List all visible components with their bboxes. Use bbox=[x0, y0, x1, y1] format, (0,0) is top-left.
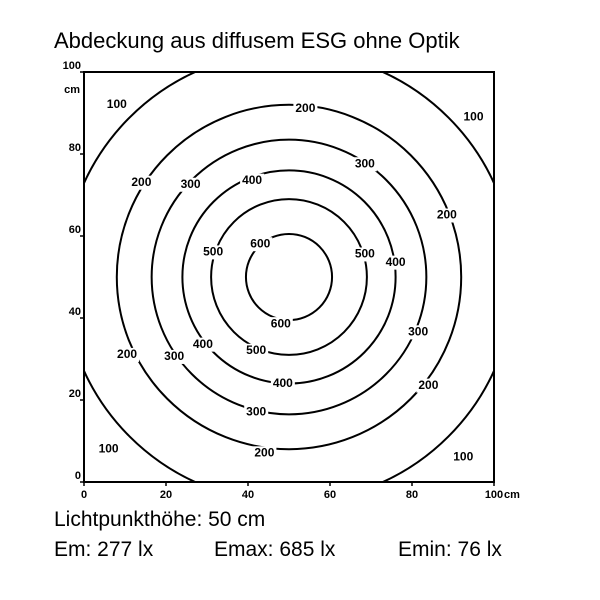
isolux-label-300: 300 bbox=[164, 349, 185, 364]
isolux-label-300: 300 bbox=[246, 404, 267, 419]
isolux-rings bbox=[64, 52, 515, 503]
x-unit-label: cm bbox=[504, 489, 520, 501]
stat-emax: Emax: 685 lx bbox=[214, 538, 336, 561]
isolux-label-400: 400 bbox=[192, 336, 213, 351]
plot-frame bbox=[84, 72, 494, 482]
x-tick-label: 0 bbox=[80, 489, 88, 501]
isolux-label-100: 100 bbox=[98, 441, 119, 456]
isolux-label-400: 400 bbox=[385, 254, 406, 269]
isolux-label-400: 400 bbox=[242, 172, 263, 187]
isolux-label-200: 200 bbox=[436, 207, 457, 222]
isolux-label-500: 500 bbox=[354, 246, 375, 261]
x-tick-label: 80 bbox=[405, 489, 419, 501]
mounting-height: Lichtpunkthöhe: 50 cm bbox=[54, 508, 266, 531]
isolux-label-500: 500 bbox=[246, 342, 267, 357]
x-tick-label: 100 bbox=[484, 489, 504, 501]
isolux-label-400: 400 bbox=[272, 375, 293, 390]
isolux-label-500: 500 bbox=[203, 244, 224, 259]
isolux-label-600: 600 bbox=[270, 316, 291, 331]
isolux-label-300: 300 bbox=[354, 156, 375, 171]
y-tick-label: 40 bbox=[68, 306, 81, 318]
isolux-label-600: 600 bbox=[250, 236, 271, 251]
y-tick-label: 100 bbox=[62, 60, 81, 72]
isolux-ring-500 bbox=[211, 199, 367, 355]
isolux-label-300: 300 bbox=[180, 176, 201, 191]
isolux-label-200: 200 bbox=[117, 347, 138, 362]
isolux-label-200: 200 bbox=[254, 445, 275, 460]
x-tick-label: 20 bbox=[159, 489, 173, 501]
isolux-label-100: 100 bbox=[106, 96, 127, 111]
stat-emin: Emin: 76 lx bbox=[398, 538, 502, 561]
isolux-label-300: 300 bbox=[408, 324, 429, 339]
isolux-label-100: 100 bbox=[453, 449, 474, 464]
stat-em: Em: 277 lx bbox=[54, 538, 154, 561]
isolux-label-200: 200 bbox=[418, 377, 439, 392]
y-unit-label: cm bbox=[64, 84, 80, 96]
y-tick-label: 80 bbox=[68, 142, 81, 154]
isolux-label-200: 200 bbox=[131, 174, 152, 189]
isolux-ring-100 bbox=[64, 52, 515, 503]
isolux-label-200: 200 bbox=[295, 101, 316, 116]
y-tick-label: 20 bbox=[68, 388, 81, 400]
axes bbox=[63, 60, 520, 501]
y-tick-label: 60 bbox=[68, 224, 81, 236]
chart-title: Abdeckung aus diffusem ESG ohne Optik bbox=[54, 28, 460, 53]
x-tick-label: 40 bbox=[241, 489, 255, 501]
x-tick-label: 60 bbox=[323, 489, 337, 501]
y-tick-label: 0 bbox=[74, 470, 81, 482]
isolux-ring-200 bbox=[117, 105, 461, 449]
isolux-label-100: 100 bbox=[463, 109, 484, 124]
